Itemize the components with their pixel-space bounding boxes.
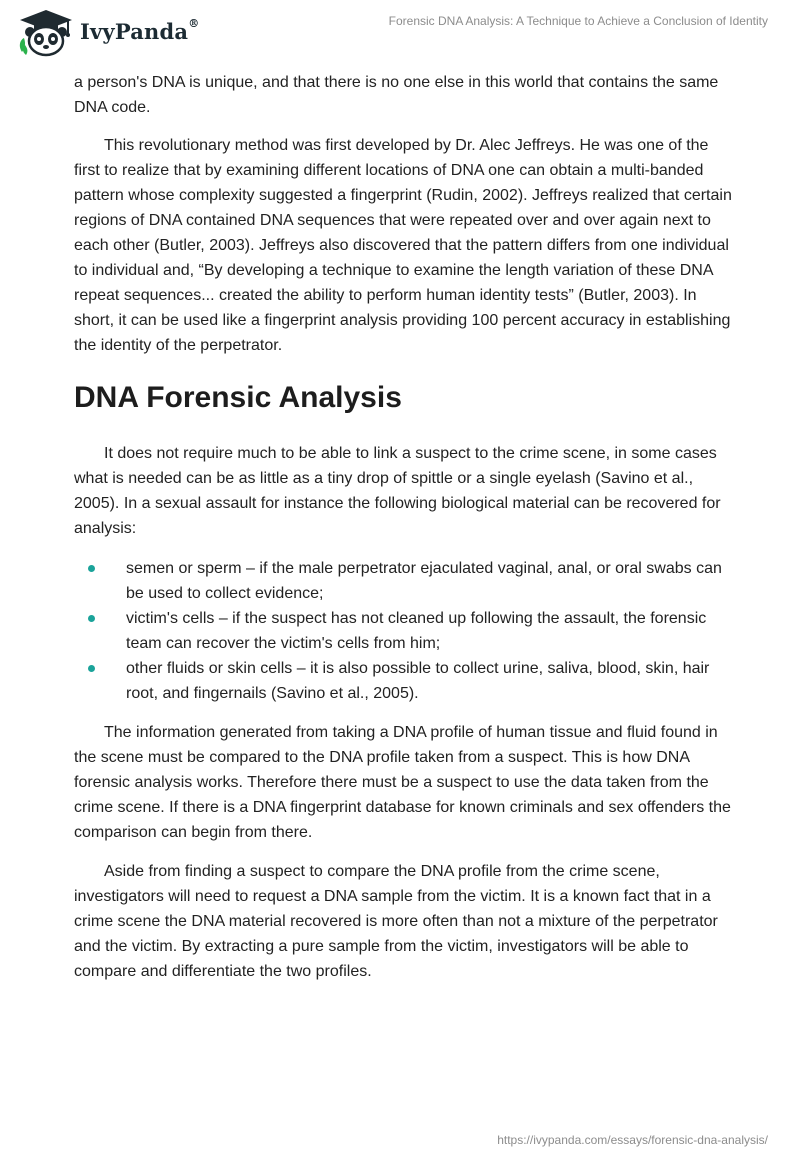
list-item (74, 656, 734, 706)
source-url-link[interactable]: https://ivypanda.com/essays/forensic-dna-analysis/ (497, 1133, 768, 1147)
paragraph-comparison: The information generated from taking a DNA profile of human tissue and fluid found in the scene must be compared to the DNA profile taken from a suspect. This is how DNA forensic analysis works. Therefore there must be a suspect to use the data taken from the crime scene. If there is a DNA fingerprint database for known criminals and sex offenders the comparison can begin from there. (74, 724, 731, 841)
document-title: Forensic DNA Analysis: A Technique to Achieve a Conclusion of Identity (388, 14, 768, 28)
page-header (0, 0, 800, 64)
bullet-icon (88, 615, 95, 622)
evidence-list (74, 556, 734, 706)
list-item (74, 606, 734, 656)
paragraph-victim-sample: Aside from finding a suspect to compare the DNA profile from the crime scene, investigators will need to request a DNA sample from the victim. It is a known fact that in a crime scene the DNA material recovered is more often than not a mixture of the perpetrator and the victim. By extracting a pure sample from the victim, investigators will be able to compare and differentiate the two profiles. (74, 863, 718, 980)
registered-mark: ® (188, 17, 200, 30)
paragraph-jeffreys: This revolutionary method was first developed by Dr. Alec Jeffreys. He was one of the first to realize that by examining different locations of DNA one can obtain a multi-banded pattern whose complexity suggested a fingerprint (Rudin, 2002). Jeffreys realized that certain regions of DNA contained DNA sequences that were repeated over and over again next to each other (Butler, 2003). Jeffreys also discovered that the pattern differs from one individual to individual and, “By developing a technique to examine the length variation of these DNA repeat sequences... created the ability to perform human identity tests” (Butler, 2003). In short, it can be used like a fingerprint analysis providing 100 percent accuracy in establishing the identity of the perpetrator. (74, 137, 732, 354)
section-heading: DNA Forensic Analysis (74, 381, 402, 414)
article-body (74, 70, 734, 984)
paragraph-intro: It does not require much to be able to link a suspect to the crime scene, in some cases what is needed can be as little as a tiny drop of spittle or a single eyelash (Savino et al., 2005). In a sexual assault for instance the following biological material can be recovered for analysis: (74, 445, 721, 537)
list-item-text: victim's cells – if the suspect has not cleaned up following the assault, the forensic team can recover the victim's cells from him; (126, 610, 707, 652)
paragraph-continuation: a person's DNA is unique, and that there is no one else in this world that contains the same DNA code. (74, 74, 719, 116)
list-item-text: semen or sperm – if the male perpetrator ejaculated vaginal, anal, or oral swabs can be used to collect evidence; (126, 560, 722, 602)
ivypanda-logo-icon[interactable] (16, 8, 76, 58)
bullet-icon (88, 565, 95, 572)
bullet-icon (88, 665, 95, 672)
brand-text: IvyPanda (80, 19, 189, 44)
brand-name[interactable] (80, 19, 199, 44)
list-item (74, 556, 734, 606)
list-item-text: other fluids or skin cells – it is also possible to collect urine, saliva, blood, skin, hair root, and fingernails (Savino et al., 2005). (126, 660, 710, 702)
